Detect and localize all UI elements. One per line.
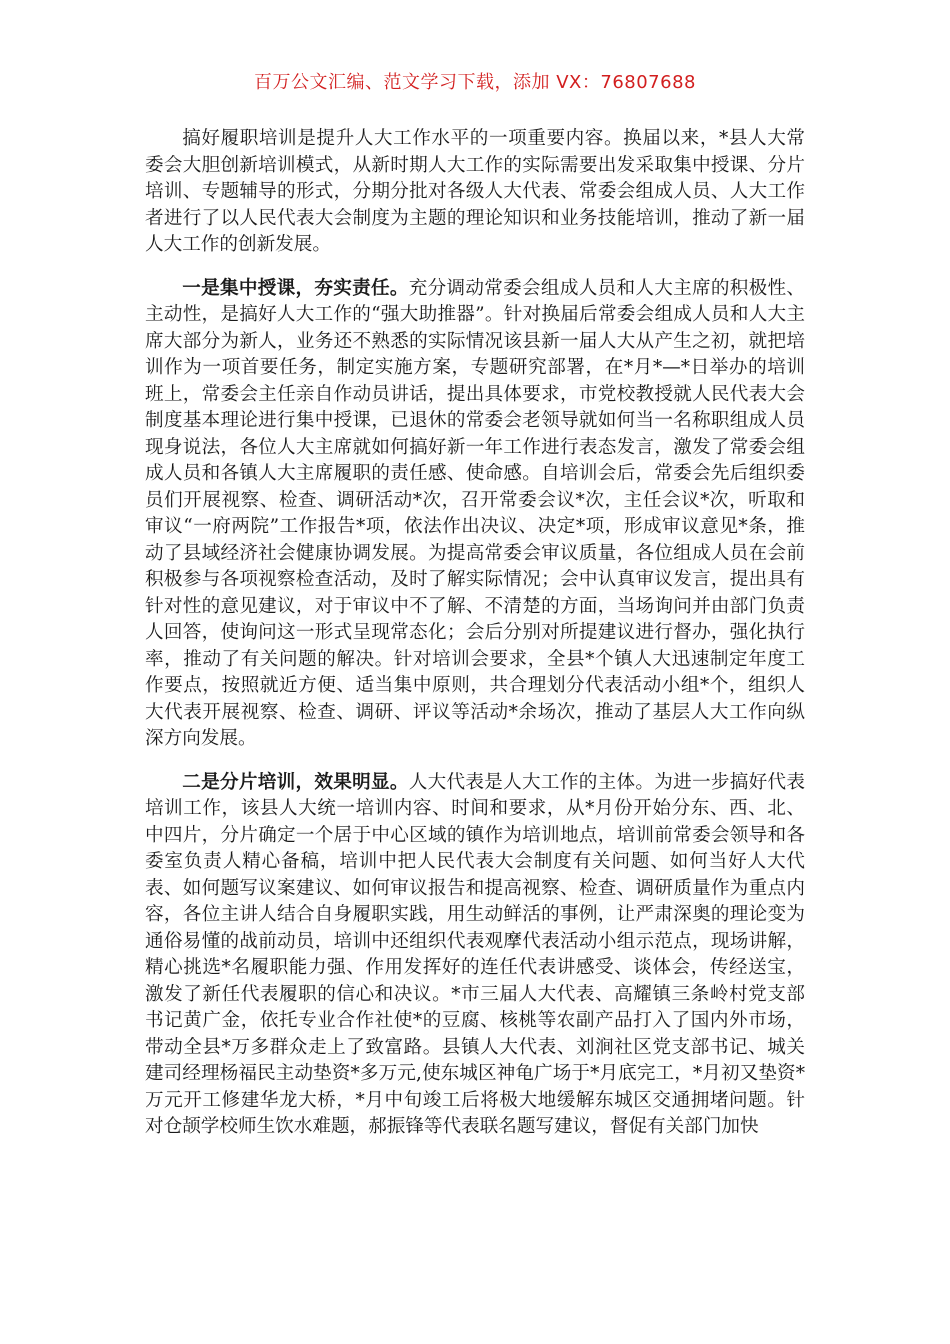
section1-body: 充分调动常委会组成人员和人大主席的积极性、主动性，是搞好人大工作的“强大助推器”。针对换届后常委会组成人员和人大主席大部分为新人，业务还不熟悉的实际情况该县新一届人大从产生之初，就把培训作为一项首要任务，制定实施方案，专题研究部署，在*月*—*日举办的培训班上，常委会主任亲自作动员讲话，提出具体要求，市党校教授就人民代表大会制度基本理论进行集中授课，已退休的常委会老领导就如何当一名称职组成人员现身说法，各位人大主席就如何搞好新一年工作进行表态发言，激发了常委会组成人员和各镇人大主席履职的责任感、使命感。自培训会后，常委会先后组织委员们开展视察、检查、调研活动*次，召开常委会议*次，主任会议*次，听取和审议“一府两院”工作报告*项，依法作出决议、决定*项，形成审议意见*条，推动了县域经济社会健康协调发展。为提高常委会审议质量，各位组成人员在会前积极参与各项视察检查活动，及时了解实际情况；会中认真审议发言，提出具有针对性的意见建议，对于审议中不了解、不清楚的方面，当场询问并由部门负责人回答，使询问这一形式呈现常态化；会后分别对所提建议进行督办，强化执行率，推动了有关问题的解决。针对培训会要求，全县*个镇人大迅速制定年度工作要点，按照就近方便、适当集中原则，共合理划分代表活动小组*个，组织人大代表开展视察、检查、调研、评议等活动*余场次，推动了基层人大工作向纵深方向发展。: [145, 277, 805, 749]
section2-body: 人大代表是人大工作的主体。为进一步搞好代表培训工作，该县人大统一培训内容、时间和要求，从*月份开始分东、西、北、中四片，分片确定一个居于中心区域的镇作为培训地点，培训前常委会领导和各委室负责人精心备稿，培训中把人民代表大会制度有关问题、如何当好人大代表、如何题写议案建议、如何审议报告和提高视察、检查、调研质量作为重点内容，各位主讲人结合自身履职实践，用生动鲜活的事例，让严肃深奥的理论变为通俗易懂的战前动员，培训中还组织代表观摩代表活动小组示范点，现场讲解，精心挑选*名履职能力强、作用发挥好的连任代表讲感受、谈体会，传经送宝，激发了新任代表履职的信心和决议。*市三届人大代表、高耀镇三条岭村党支部书记黄广金，依托专业合作社使*的豆腐、核桃等农副产品打入了国内外市场，带动全县*万多群众走上了致富路。县镇人大代表、刘涧社区党支部书记、城关建司经理杨福民主动垫资*多万元,使东城区神龟广场于*月底完工，*月初又垫资*万元开工修建华龙大桥，*月中旬竣工后将极大地缓解东城区交通拥堵问题。针对仓颉学校师生饮水难题，郝振锋等代表联名题写建议，督促有关部门加快: [145, 771, 805, 1137]
section1-paragraph: [145, 276, 805, 753]
intro-paragraph: 搞好履职培训是提升人大工作水平的一项重要内容。换届以来，*县人大常委会大胆创新培训模式，从新时期人大工作的实际需要出发采取集中授课、分片培训、专题辅导的形式，分期分批对各级人大代表、常委会组成人员、人大工作者进行了以人民代表大会制度为主题的理论知识和业务技能培训，推动了新一届人大工作的创新发展。: [145, 128, 805, 255]
document-body: [145, 126, 805, 1158]
section1-heading: 一是集中授课，夯实责任。: [182, 277, 409, 299]
section2-heading: 二是分片培训，效果明显。: [182, 771, 409, 793]
header-banner: 百万公文汇编、范文学习下载，添加 VX：76807688: [254, 72, 696, 93]
section2-paragraph: [145, 770, 805, 1141]
